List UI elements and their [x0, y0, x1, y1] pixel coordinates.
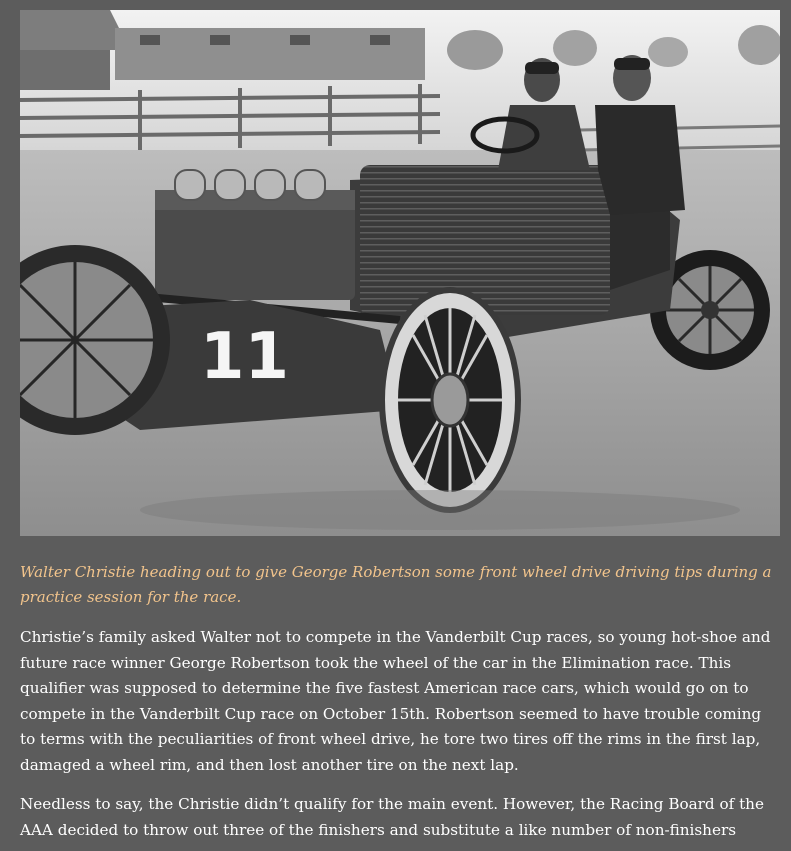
article-paragraph: Needless to say, the Christie didn’t qualify for the main event. However, the Racing Board of the AAA decided to throw out three of the finishers and substitute a like number of non-finishers — [20, 795, 764, 839]
car-number: 11 — [200, 320, 290, 394]
race-car-photo — [20, 10, 780, 536]
race-car-photo-illustration — [20, 10, 780, 536]
article-paragraph: Christie’s family asked Walter not to compete in the Vanderbilt Cup races, so young hot-shoe and future race winner George Robertson took the wheel of the car in the Elimination race. This qualifier was supposed to determine the five fastest American race cars, which would go on to compete in the Vanderbilt Cup race on October 15th. Robertson seemed to have trouble coming to terms with the peculiarities of front wheel drive, he tore two tires off the rims in the first lap, damaged a wheel rim, and then lost another tire on the next lap. — [20, 628, 771, 774]
photo-caption: Walter Christie heading out to give George Robertson some front wheel drive driving tips during a practice session for the race. — [20, 563, 772, 606]
